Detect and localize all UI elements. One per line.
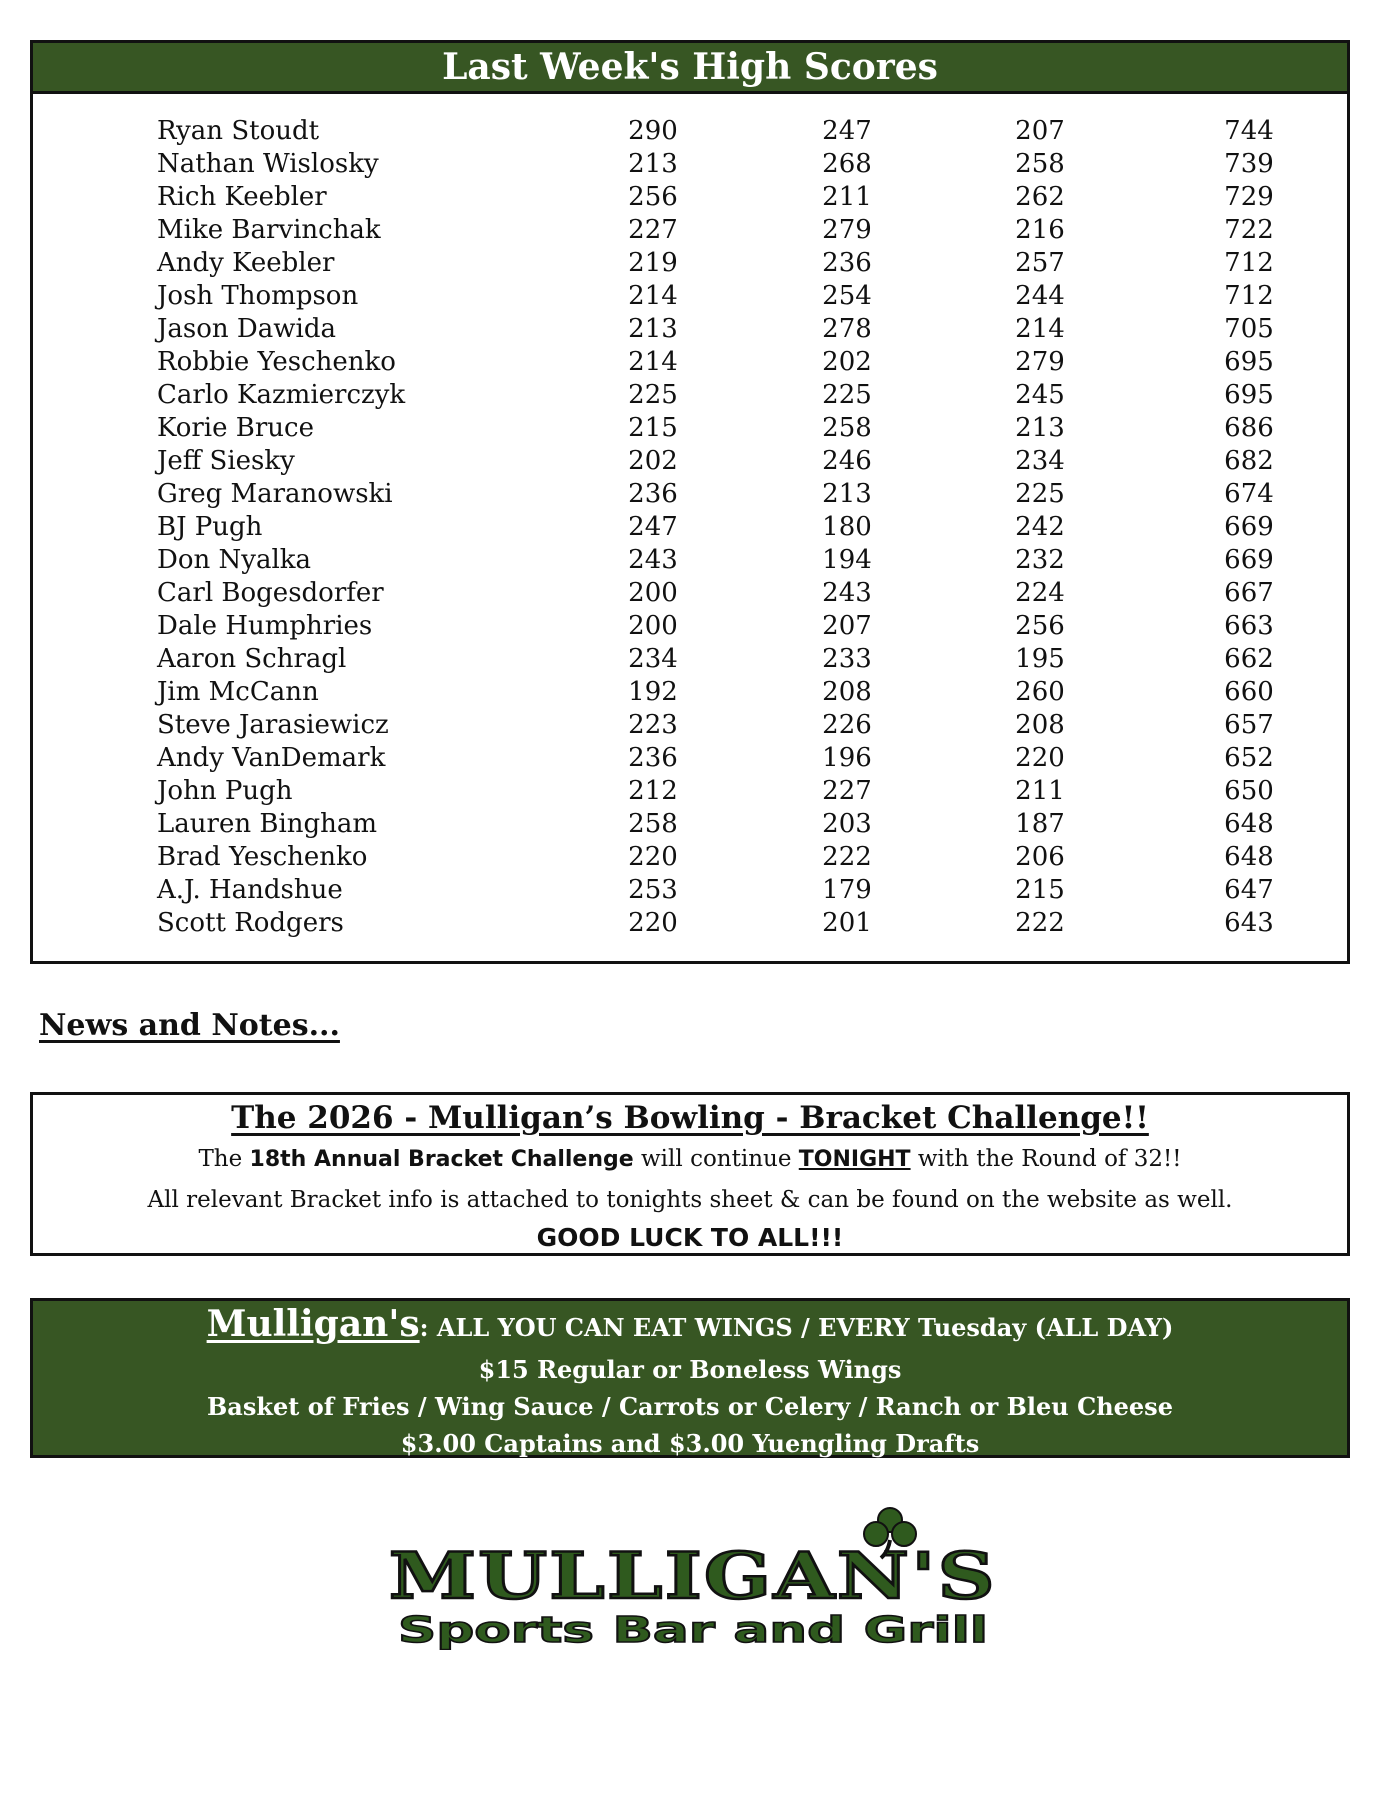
game-1-score: 225 (628, 380, 678, 410)
bowler-name: Scott Rodgers (157, 908, 344, 938)
score-row (33, 676, 1347, 709)
game-1-score: 236 (628, 743, 678, 773)
game-1-score: 214 (628, 281, 678, 311)
bowler-name: Dale Humphries (157, 611, 373, 641)
game-3-score: 214 (1015, 314, 1065, 344)
game-1-score: 192 (628, 677, 678, 707)
game-1-score: 220 (628, 842, 678, 872)
series-total: 705 (1224, 314, 1274, 344)
bracket-info-line (33, 1139, 1347, 1180)
game-2-score: 246 (822, 446, 872, 476)
series-total: 739 (1224, 149, 1274, 179)
score-row (33, 115, 1347, 148)
game-1-score: 213 (628, 149, 678, 179)
game-1-score: 212 (628, 776, 678, 806)
game-1-score: 213 (628, 314, 678, 344)
game-3-score: 187 (1015, 809, 1065, 839)
game-2-score: 222 (822, 842, 872, 872)
game-1-score: 247 (628, 512, 678, 542)
game-3-score: 258 (1015, 149, 1065, 179)
game-1-score: 253 (628, 875, 678, 905)
game-1-score: 219 (628, 248, 678, 278)
game-2-score: 207 (822, 611, 872, 641)
series-total: 744 (1224, 116, 1274, 146)
score-row (33, 445, 1347, 478)
score-row (33, 148, 1347, 181)
wings-price-line: $15 Regular or Boneless Wings (478, 1355, 902, 1384)
game-3-score: 216 (1015, 215, 1065, 245)
bracket-annual-name: 18th Annual Bracket Challenge (249, 1147, 634, 1172)
game-3-score: 207 (1015, 116, 1065, 146)
bracket-challenge-panel (30, 1092, 1350, 1256)
game-3-score: 257 (1015, 248, 1065, 278)
game-2-score: 201 (822, 908, 872, 938)
score-row (33, 247, 1347, 280)
game-2-score: 194 (822, 545, 872, 575)
wings-special-panel (30, 1298, 1350, 1458)
game-2-score: 278 (822, 314, 872, 344)
bowler-name: Steve Jarasiewicz (157, 710, 389, 740)
bowler-name: Jeff Siesky (157, 446, 295, 476)
game-3-score: 245 (1015, 380, 1065, 410)
high-scores-table (33, 115, 1347, 940)
game-2-score: 247 (822, 116, 872, 146)
series-total: 650 (1224, 776, 1274, 806)
score-row (33, 907, 1347, 940)
bracket-line-mid: will continue (633, 1146, 799, 1172)
game-2-score: 208 (822, 677, 872, 707)
score-row (33, 214, 1347, 247)
bracket-info-line-2: All relevant Bracket info is attached to tonights sheet & can be found on the website as well. (147, 1187, 1233, 1213)
series-total: 667 (1224, 578, 1274, 608)
game-2-score: 196 (822, 743, 872, 773)
bowler-name: Andy Keebler (157, 248, 335, 278)
series-total: 695 (1224, 380, 1274, 410)
wings-brand: Mulligan's (206, 1303, 420, 1345)
series-total: 662 (1224, 644, 1274, 674)
bowler-name: Andy VanDemark (157, 743, 386, 773)
game-1-score: 243 (628, 545, 678, 575)
game-1-score: 258 (628, 809, 678, 839)
bowler-name: Carl Bogesdorfer (157, 578, 384, 608)
score-row (33, 874, 1347, 907)
bowler-name: Korie Bruce (157, 413, 315, 443)
game-2-score: 258 (822, 413, 872, 443)
series-total: 660 (1224, 677, 1274, 707)
series-total: 643 (1224, 908, 1274, 938)
bowler-name: Jason Dawida (157, 314, 336, 344)
game-2-score: 243 (822, 578, 872, 608)
series-total: 669 (1224, 545, 1274, 575)
bowler-name: Carlo Kazmierczyk (157, 380, 406, 410)
series-total: 674 (1224, 479, 1274, 509)
game-2-score: 213 (822, 479, 872, 509)
series-total: 729 (1224, 182, 1274, 212)
game-2-score: 279 (822, 215, 872, 245)
score-row (33, 346, 1347, 379)
bowler-name: A.J. Handshue (157, 875, 343, 905)
game-3-score: 224 (1015, 578, 1065, 608)
game-1-score: 202 (628, 446, 678, 476)
score-row (33, 511, 1347, 544)
game-2-score: 211 (822, 182, 872, 212)
game-2-score: 203 (822, 809, 872, 839)
score-row (33, 280, 1347, 313)
score-row (33, 643, 1347, 676)
wings-drinks-line: $3.00 Captains and $3.00 Yuengling Drafts (400, 1429, 980, 1458)
score-row (33, 379, 1347, 412)
series-total: 686 (1224, 413, 1274, 443)
game-3-score: 195 (1015, 644, 1065, 674)
game-2-score: 233 (822, 644, 872, 674)
bowler-name: Brad Yeschenko (157, 842, 368, 872)
game-2-score: 227 (822, 776, 872, 806)
game-1-score: 236 (628, 479, 678, 509)
game-2-score: 202 (822, 347, 872, 377)
game-3-score: 242 (1015, 512, 1065, 542)
game-1-score: 200 (628, 611, 678, 641)
score-row (33, 412, 1347, 445)
bowler-name: Jim McCann (157, 677, 319, 707)
wings-headline (33, 1301, 1347, 1351)
series-total: 712 (1224, 248, 1274, 278)
bracket-tonight: TONIGHT (798, 1147, 911, 1172)
game-3-score: 260 (1015, 677, 1065, 707)
series-total: 657 (1224, 710, 1274, 740)
game-3-score: 244 (1015, 281, 1065, 311)
game-1-score: 227 (628, 215, 678, 245)
game-3-score: 279 (1015, 347, 1065, 377)
bowler-name: John Pugh (157, 776, 293, 806)
score-row (33, 742, 1347, 775)
score-row (33, 544, 1347, 577)
series-total: 712 (1224, 281, 1274, 311)
series-total: 648 (1224, 809, 1274, 839)
bowler-name: Ryan Stoudt (157, 116, 320, 146)
bowler-name: Nathan Wislosky (157, 149, 379, 179)
logo-top-text: MULLIGAN'S (389, 1539, 997, 1614)
mulligans-logo (383, 1500, 1003, 1650)
game-2-score: 180 (822, 512, 872, 542)
game-3-score: 208 (1015, 710, 1065, 740)
bowler-name: Robbie Yeschenko (157, 347, 396, 377)
bracket-title: The 2026 - Mulligan’s Bowling - Bracket Challenge!! (231, 1100, 1149, 1136)
score-row (33, 610, 1347, 643)
series-total: 652 (1224, 743, 1274, 773)
game-3-score: 232 (1015, 545, 1065, 575)
game-1-score: 256 (628, 182, 678, 212)
game-3-score: 206 (1015, 842, 1065, 872)
bowler-name: Josh Thompson (157, 281, 359, 311)
high-scores-title: Last Week's High Scores (33, 43, 1347, 94)
game-3-score: 215 (1015, 875, 1065, 905)
game-1-score: 214 (628, 347, 678, 377)
bowler-name: Rich Keebler (157, 182, 327, 212)
game-2-score: 226 (822, 710, 872, 740)
score-row (33, 478, 1347, 511)
bowler-name: Mike Barvinchak (157, 215, 381, 245)
high-scores-panel (30, 40, 1350, 964)
bowler-name: Greg Maranowski (157, 479, 393, 509)
game-1-score: 234 (628, 644, 678, 674)
series-total: 648 (1224, 842, 1274, 872)
series-total: 647 (1224, 875, 1274, 905)
score-row (33, 181, 1347, 214)
bowler-name: Aaron Schragl (157, 644, 347, 674)
game-3-score: 262 (1015, 182, 1065, 212)
news-heading: News and Notes... (39, 1008, 340, 1043)
series-total: 663 (1224, 611, 1274, 641)
game-2-score: 254 (822, 281, 872, 311)
wings-headline-text: : ALL YOU CAN EAT WINGS / EVERY Tuesday (ALL DAY) (419, 1313, 1174, 1342)
wings-includes-line: Basket of Fries / Wing Sauce / Carrots or Celery / Ranch or Bleu Cheese (207, 1392, 1173, 1421)
logo-bottom-text: Sports Bar and Grill (398, 1610, 988, 1650)
series-total: 682 (1224, 446, 1274, 476)
series-total: 695 (1224, 347, 1274, 377)
series-total: 722 (1224, 215, 1274, 245)
game-3-score: 225 (1015, 479, 1065, 509)
score-row (33, 841, 1347, 874)
bracket-line-post: with the Round of 32!! (910, 1146, 1182, 1172)
score-row (33, 808, 1347, 841)
score-row (33, 313, 1347, 346)
bowler-name: Lauren Bingham (157, 809, 378, 839)
game-2-score: 179 (822, 875, 872, 905)
bowler-name: Don Nyalka (157, 545, 312, 575)
game-3-score: 220 (1015, 743, 1065, 773)
game-1-score: 200 (628, 578, 678, 608)
series-total: 669 (1224, 512, 1274, 542)
score-row (33, 577, 1347, 610)
bracket-line-pre: The (198, 1146, 250, 1172)
game-1-score: 223 (628, 710, 678, 740)
game-2-score: 236 (822, 248, 872, 278)
game-1-score: 215 (628, 413, 678, 443)
game-3-score: 211 (1015, 776, 1065, 806)
game-2-score: 268 (822, 149, 872, 179)
good-luck-text: GOOD LUCK TO ALL!!! (536, 1223, 844, 1252)
game-3-score: 234 (1015, 446, 1065, 476)
game-3-score: 256 (1015, 611, 1065, 641)
game-1-score: 220 (628, 908, 678, 938)
game-3-score: 213 (1015, 413, 1065, 443)
score-row (33, 775, 1347, 808)
bowler-name: BJ Pugh (157, 512, 263, 542)
game-3-score: 222 (1015, 908, 1065, 938)
game-2-score: 225 (822, 380, 872, 410)
game-1-score: 290 (628, 116, 678, 146)
score-row (33, 709, 1347, 742)
